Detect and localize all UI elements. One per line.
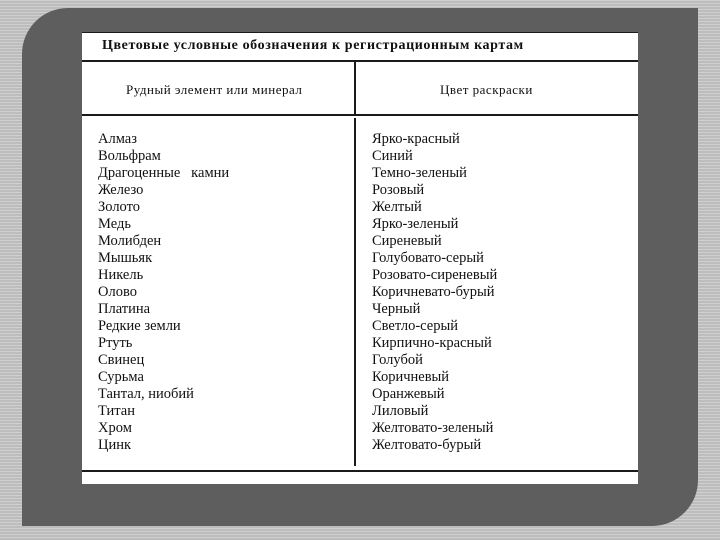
element-cell: Вольфрам	[98, 148, 161, 164]
element-cell: Тантал, ниобий	[98, 386, 194, 402]
color-cell: Лиловый	[372, 403, 429, 419]
table-page	[82, 32, 638, 484]
color-cell: Розовато-сиреневый	[372, 267, 498, 283]
element-list	[98, 131, 229, 454]
color-cell: Голубой	[372, 352, 423, 368]
color-cell: Ярко-зеленый	[372, 216, 459, 232]
element-cell: Цинк	[98, 437, 132, 453]
color-cell: Коричневато-бурый	[372, 284, 495, 300]
element-cell: Алмаз	[98, 131, 137, 147]
element-cell: Редкие земли	[98, 318, 181, 334]
body-column-divider	[354, 118, 356, 466]
header-top-rule	[82, 60, 638, 62]
color-cell: Розовый	[372, 182, 425, 198]
element-cell: Ртуть	[98, 335, 133, 351]
color-cell: Желтовато-зеленый	[372, 420, 494, 436]
color-cell: Синий	[372, 148, 413, 164]
table-title: Цветовые условные обозначения к регистрационным картам	[102, 38, 524, 53]
color-cell: Кирпично-красный	[372, 335, 492, 351]
column-header-element: Рудный элемент или минерал	[126, 82, 303, 97]
element-cell: Олово	[98, 284, 137, 300]
element-cell: Сурьма	[98, 369, 144, 385]
element-cell: Титан	[98, 403, 135, 419]
color-cell: Оранжевый	[372, 386, 445, 402]
element-cell: Свинец	[98, 352, 145, 368]
element-cell: Хром	[98, 420, 132, 436]
color-cell: Желтовато-бурый	[372, 437, 482, 453]
element-cell: Молибден	[98, 233, 162, 249]
color-cell: Голубовато-серый	[372, 250, 484, 266]
color-cell: Ярко-красный	[372, 131, 460, 147]
element-cell: Железо	[98, 182, 144, 198]
color-cell: Светло-серый	[372, 318, 458, 334]
element-cell: Золото	[98, 199, 141, 215]
color-cell: Сиреневый	[372, 233, 442, 249]
color-list	[372, 131, 497, 454]
color-cell: Коричневый	[372, 369, 450, 385]
column-header-color: Цвет раскраски	[440, 82, 533, 97]
header-column-divider	[354, 62, 356, 114]
color-cell: Темно-зеленый	[372, 165, 467, 181]
element-cell: Мышьяк	[98, 250, 153, 266]
header-bottom-rule	[82, 114, 638, 116]
element-cell: Медь	[98, 216, 131, 232]
element-cell: Драгоценные камни	[98, 165, 230, 181]
element-cell: Никель	[98, 267, 144, 283]
color-cell: Желтый	[372, 199, 422, 215]
table-top-rule	[82, 32, 638, 33]
color-cell: Черный	[372, 301, 421, 317]
element-cell: Платина	[98, 301, 151, 317]
table-bottom-rule	[82, 470, 638, 472]
